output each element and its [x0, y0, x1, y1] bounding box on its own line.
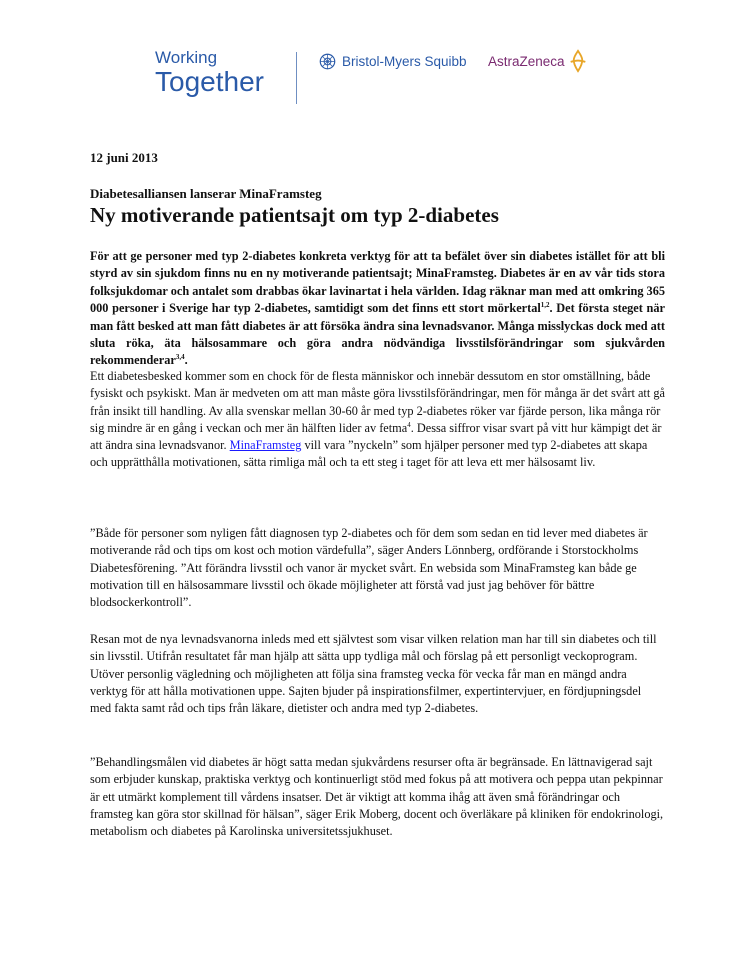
footnote-ref: 3,4	[175, 353, 185, 362]
bms-wordmark: Bristol-Myers Squibb	[342, 54, 467, 69]
logo-line-1: Working	[155, 48, 218, 67]
kicker-heading: Diabetesalliansen lanserar MinaFramsteg	[90, 186, 322, 201]
bristol-myers-squibb-logo	[319, 53, 467, 70]
az-symbol-icon	[567, 49, 589, 73]
astrazeneca-logo	[488, 49, 589, 73]
header-divider	[296, 52, 297, 104]
body-paragraph-2: ”Både för personer som nyligen fått diagnosen typ 2-diabetes och för dem som sedan en tid lever med diabetes är motiverande råd och tips om kost och motion värdefulla”, säger Anders Lönnberg, ordförande i Storstockholms Diabetesförening. ”Att förändra livsstil och vanor är mycket svårt. En websida som MinaFramsteg kan både ge motivation till en hälsosammare livsstil och ökade möjligheter att förstå vad just jag behöver för bättre blodsockerkontroll”.	[90, 526, 648, 610]
az-wordmark: AstraZeneca	[488, 53, 565, 69]
bms-emblem-icon	[319, 53, 336, 70]
footnote-ref: 4	[407, 420, 411, 429]
logo-line-2: Together	[155, 66, 264, 97]
minaframsteg-link[interactable]: MinaFramsteg	[229, 438, 302, 453]
body-paragraph-1: Ett diabetesbesked kommer som en chock för de flesta människor och innebär dessutom en stor omställning, både fysiskt och psykiskt. Man är medveten om att man måste göra livsstilsförändringar, men för många är det svårt att gå från insikt till handling. Av alla svenskar mellan 30-60 år med typ 2-diabetes röker var fjärde person, lika många rör sig mindre är en gång i veckan och mer än hälften lider av fetma$^4$. Dessa siffror visar svart på vitt hur kämpigt det är att ändra sina levnadsvanor. MinaFramsteg vill vara ”nyckeln” som hjälper personer med typ 2-diabetes att skapa och upprätthålla motivationen, sätta rimliga mål och ta ett steg i taget för att leva ett mer hälsosamt liv.	[90, 369, 665, 470]
footnote-ref: 1,2	[540, 301, 550, 310]
body-paragraph-4: ”Behandlingsmålen vid diabetes är högt satta medan sjukvårdens resurser ofta är begränsade. En lättnavigerad sajt som erbjuder kunskap, praktiska verktyg och kontinuerligt stöd med fokus på att motivera och peppa utan pekpinnar är ett utmärkt komplement till vårdens insatser. Det är viktigt att komma ihåg att även små förändringar och framsteg kan göra stor skillnad för hälsan”, säger Erik Moberg, docent och överläkare på kliniken för endokrinologi, metabolism och diabetes på Karolinska universitetssjukhuset.	[90, 755, 664, 839]
press-release-date: 12 juni 2013	[90, 150, 158, 165]
body-paragraph-3: Resan mot de nya levnadsvanorna inleds med ett självtest som visar vilken relation man har till sin diabetes och till sin livsstil. Utifrån resultatet får man hjälp att sätta upp tydliga mål och förslag på ett personligt veckoprogram. Utöver personlig vägledning och möjligheten att följa sina framsteg vecka för vecka får man en mängd andra verktyg för att hålla motivationen uppe. Sajten bjuder på inspirationsfilmer, expertintervjuer, en fördjupningsdel med fakta samt råd och tips från läkare, dietister och andra med typ 2-diabetes.	[90, 632, 657, 716]
lead-paragraph: För att ge personer med typ 2-diabetes konkreta verktyg för att ta befälet över sin diabetes istället för att bli styrd av sin sjukdom finns nu en ny motiverande patientsajt; MinaFramsteg. Diabetes är en av vår tids stora folksjukdomar och antalet som drabbas ökar lavinartat i hela världen. Idag räknar man med att omkring 365 000 personer i Sverige har typ 2-diabetes, samtidigt som det finns ett stort mörkertal$^{1,2}$. Det första steget när man fått besked att man fått diabetes är att försöka ändra sina levnadsvanor. Många misslyckas dock med att sluta röka, äta hälsosammare och göra andra nödvändiga livsstilsförändringar som sjukvården rekommenderar$^{3,4}$.	[90, 249, 665, 368]
page-title: Ny motiverande patientsajt om typ 2-diabetes	[90, 203, 499, 227]
page-header	[155, 44, 605, 110]
